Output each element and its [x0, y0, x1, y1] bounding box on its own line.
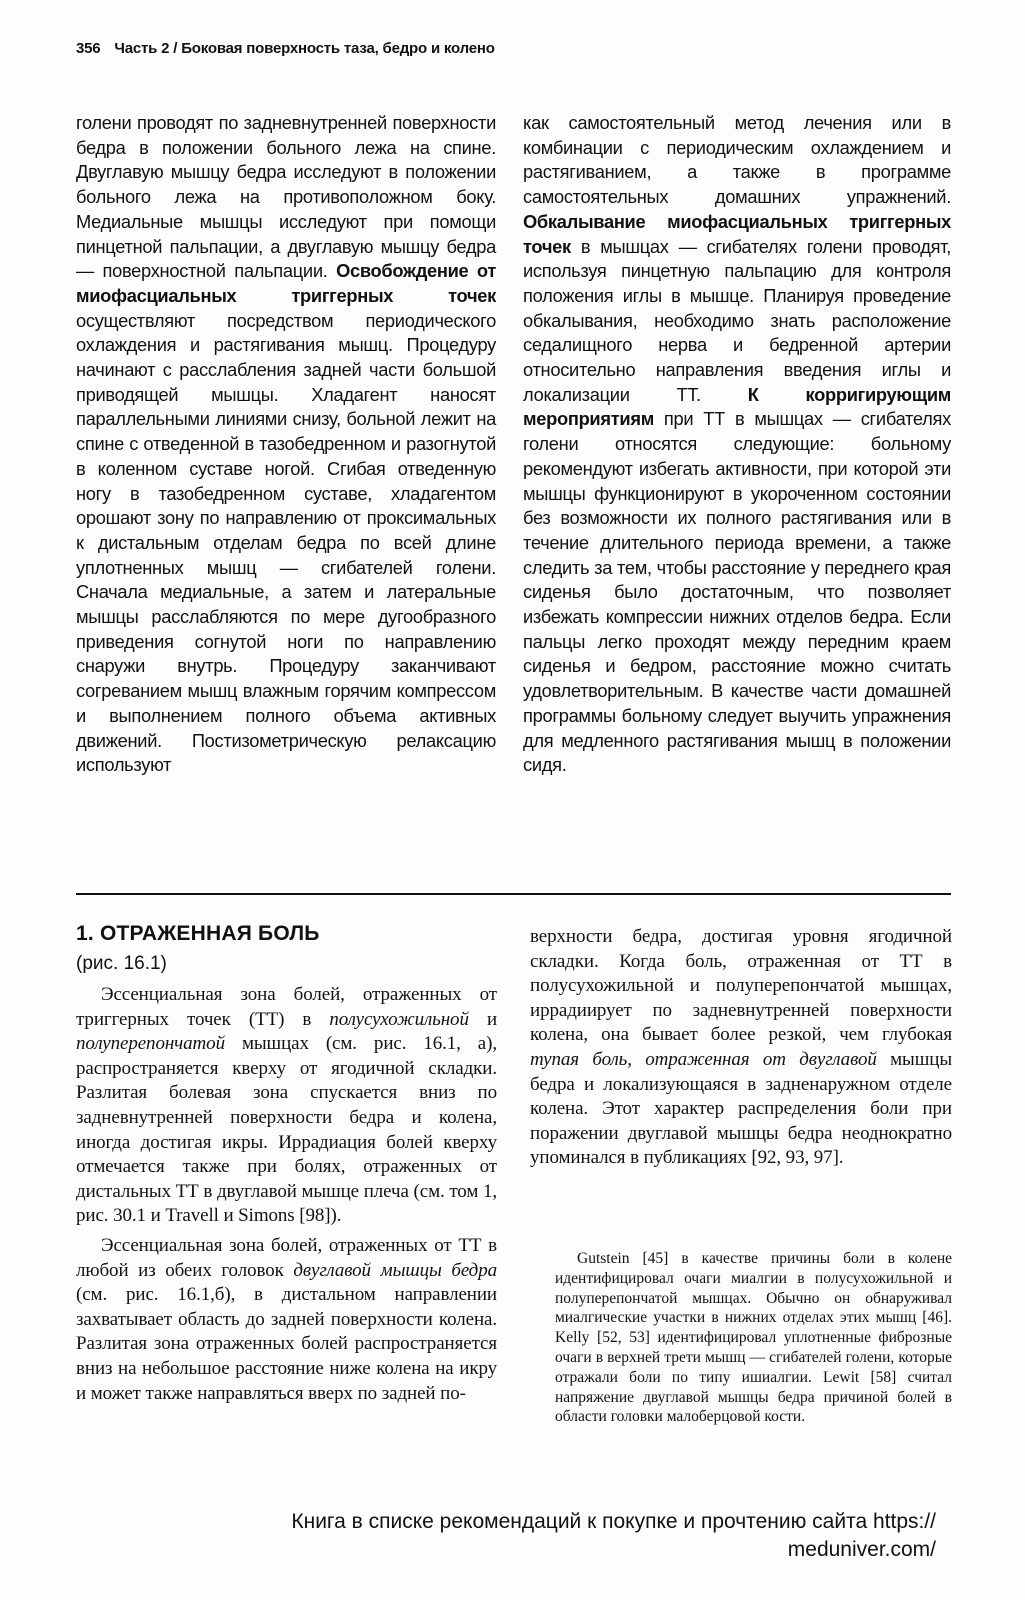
page-header: [76, 40, 495, 57]
page-number: 356: [76, 40, 101, 57]
footer-line-1: Книга в списке рекомендаций к покупке и прочтению сайта https://: [291, 1510, 936, 1533]
bold-term: Освобождение от миофасциальных триггерных точек: [76, 260, 497, 306]
top-right-column: [523, 111, 951, 778]
text-run: как самостоятельный метод лечения или в комбинации с периодическим охлаждением и растягиванием, а также в программе самостоятельных домашних упражнений.: [523, 112, 951, 208]
bottom-left-paragraph-2: [76, 1234, 497, 1406]
bottom-right-paragraph: [530, 925, 952, 1171]
italic-term: полуперепончатой: [76, 1033, 225, 1055]
text-run: осуществляют посредством периодического охлаждения и растягивания мышц. Процедуру начинают с расслабления задней части большой приводящей мышцы. Хладагент наносят параллельными линиями снизу, больной лежит на спине с отведенной в тазобедренном и разогнутой в коленном суставе ногой. Сгибая отведенную ногу в тазобедренном суставе, хладагентом орошают зону по направлению от проксимальных к дистальным отделам бедра по всей длине уплотненных мышц — сгибателей голени. Сначала медиальные, а затем и латеральные мышцы расслабляются по мере дугообразного приведения согнутой ноги по направлению снаружи внутрь. Процедуру заканчивают согреванием мышц влажным горячим компрессом и выполнением полного объема активных движений. Постизометрическую релаксацию используют: [76, 309, 496, 776]
text-run: мышцах (см. рис. 16.1, а), распространяется кверху от ягодичной складки. Разлитая болевая зона спускается вниз по задневнутренней поверхности бедра и колена, иногда достигая икры. Иррадиация болей кверху отмечается также при болях, отраженных от дистальных ТТ в двуглавой мышце плеча (см. том 1, рис. 30.1 и Travell и Simons [98]).: [76, 1033, 497, 1227]
bold-term: К корригирующим мероприятиям: [523, 383, 951, 430]
italic-term: тупая боль, отраженная от двуглавой: [530, 1048, 877, 1070]
text-run: верхности бедра, достигая уровня ягодичной складки. Когда боль, отраженная от ТТ в полусухожильной и полуперепончатой мышцах, иррадиирует по задневнутренней поверхности колена, она бывает более резкой, чем глубокая: [530, 926, 952, 1046]
footer-recommendation: [0, 1508, 936, 1564]
bottom-left-column: [76, 983, 497, 1406]
bottom-right-column: [530, 925, 952, 1171]
italic-term: полусухожильной: [329, 1008, 469, 1030]
top-right-paragraph: [523, 111, 951, 778]
italic-term: двуглавой мышцы бедра: [293, 1259, 497, 1281]
text-run: и: [468, 1008, 498, 1030]
section-subtitle: (рис. 16.1): [76, 953, 167, 974]
text-run: Эссенциальная зона болей, отраженных от ТТ в любой из обеих головок: [76, 1234, 497, 1281]
text-run: Эссенциальная зона болей, отраженных от триггерных точек (ТТ) в: [76, 984, 497, 1030]
running-title: Часть 2 / Боковая поверхность таза, бедро и колено: [114, 40, 495, 57]
bottom-left-paragraph-1: [76, 983, 497, 1229]
literature-note: Gutstein [45] в качестве причины боли в колене идентифицировал очаги миалгии в полусухожильной и полуперепончатой мышцах. Обычно он обнаруживал миалгические участки в нижних отделах этих мышц [46]. Kelly [52, 53] идентифицировал уплотненные фиброзные очаги в верхней трети мышц — сгибателей голени, которые отражали боли по типу ишиалгии. Lewit [58] считал напряжение двуглавой мышцы бедра причиной болей в области головки малоберцовой кости.: [555, 1250, 952, 1426]
top-left-column: [76, 111, 496, 778]
text-run: голени проводят по задневнутренней поверхности бедра в положении больного лежа на спине. Двуглавую мышцу бедра исследуют в положении больного лежа на противоположном боку. Медиальные мышцы исследуют при помощи пинцетной пальпации, а двуглавую мышцу бедра — поверхностной пальпации.: [76, 112, 496, 282]
section-divider: [76, 893, 951, 895]
text-run: в мышцах — сгибателях голени проводят, используя пинцетную пальпацию для контроля положения иглы в мышце. Планируя проведение обкалывания, необходимо знать расположение седалищного нерва и бедренной артерии относительно направления введения иглы и локализации ТТ.: [523, 235, 951, 405]
text-run: мышцы бедра и локализующаяся в задненаружном отделе колена. Этот характер распределения боли при поражении двуглавой мышцы бедра неоднократно упоминался в публикациях [92, 93, 97].: [530, 1048, 952, 1169]
bold-term: Обкалывание миофасциальных триггерных точек: [523, 210, 951, 257]
text-run: (см. рис. 16.1,б), в дистальном направлении захватывает область до задней поверхности колена. Разлитая зона отраженных болей распространяется вниз на небольшое расстояние ниже колена на икру и может также направляться вверх по задней по-: [76, 1284, 497, 1404]
footer-link[interactable]: meduniver.com/: [787, 1538, 936, 1561]
top-left-paragraph: [76, 111, 496, 778]
text-run: при ТТ в мышцах — сгибателях голени относятся следующие: больному рекомендуют избегать активности, при которой эти мышцы функционируют в укороченном состоянии без возможности их полного растягивания или в течение длительного периода времени, а также следить за тем, чтобы расстояние у переднего края сиденья было достаточным, что позволяет избежать компрессии нижних отделов бедра. Если пальцы легко проходят между передним краем сиденья и бедром, расстояние можно считать удовлетворительным. В качестве части домашней программы больному следует выучить упражнения для медленного растягивания мышц в положении сидя.: [523, 408, 951, 776]
section-title: 1. ОТРАЖЕННАЯ БОЛЬ: [76, 922, 320, 945]
